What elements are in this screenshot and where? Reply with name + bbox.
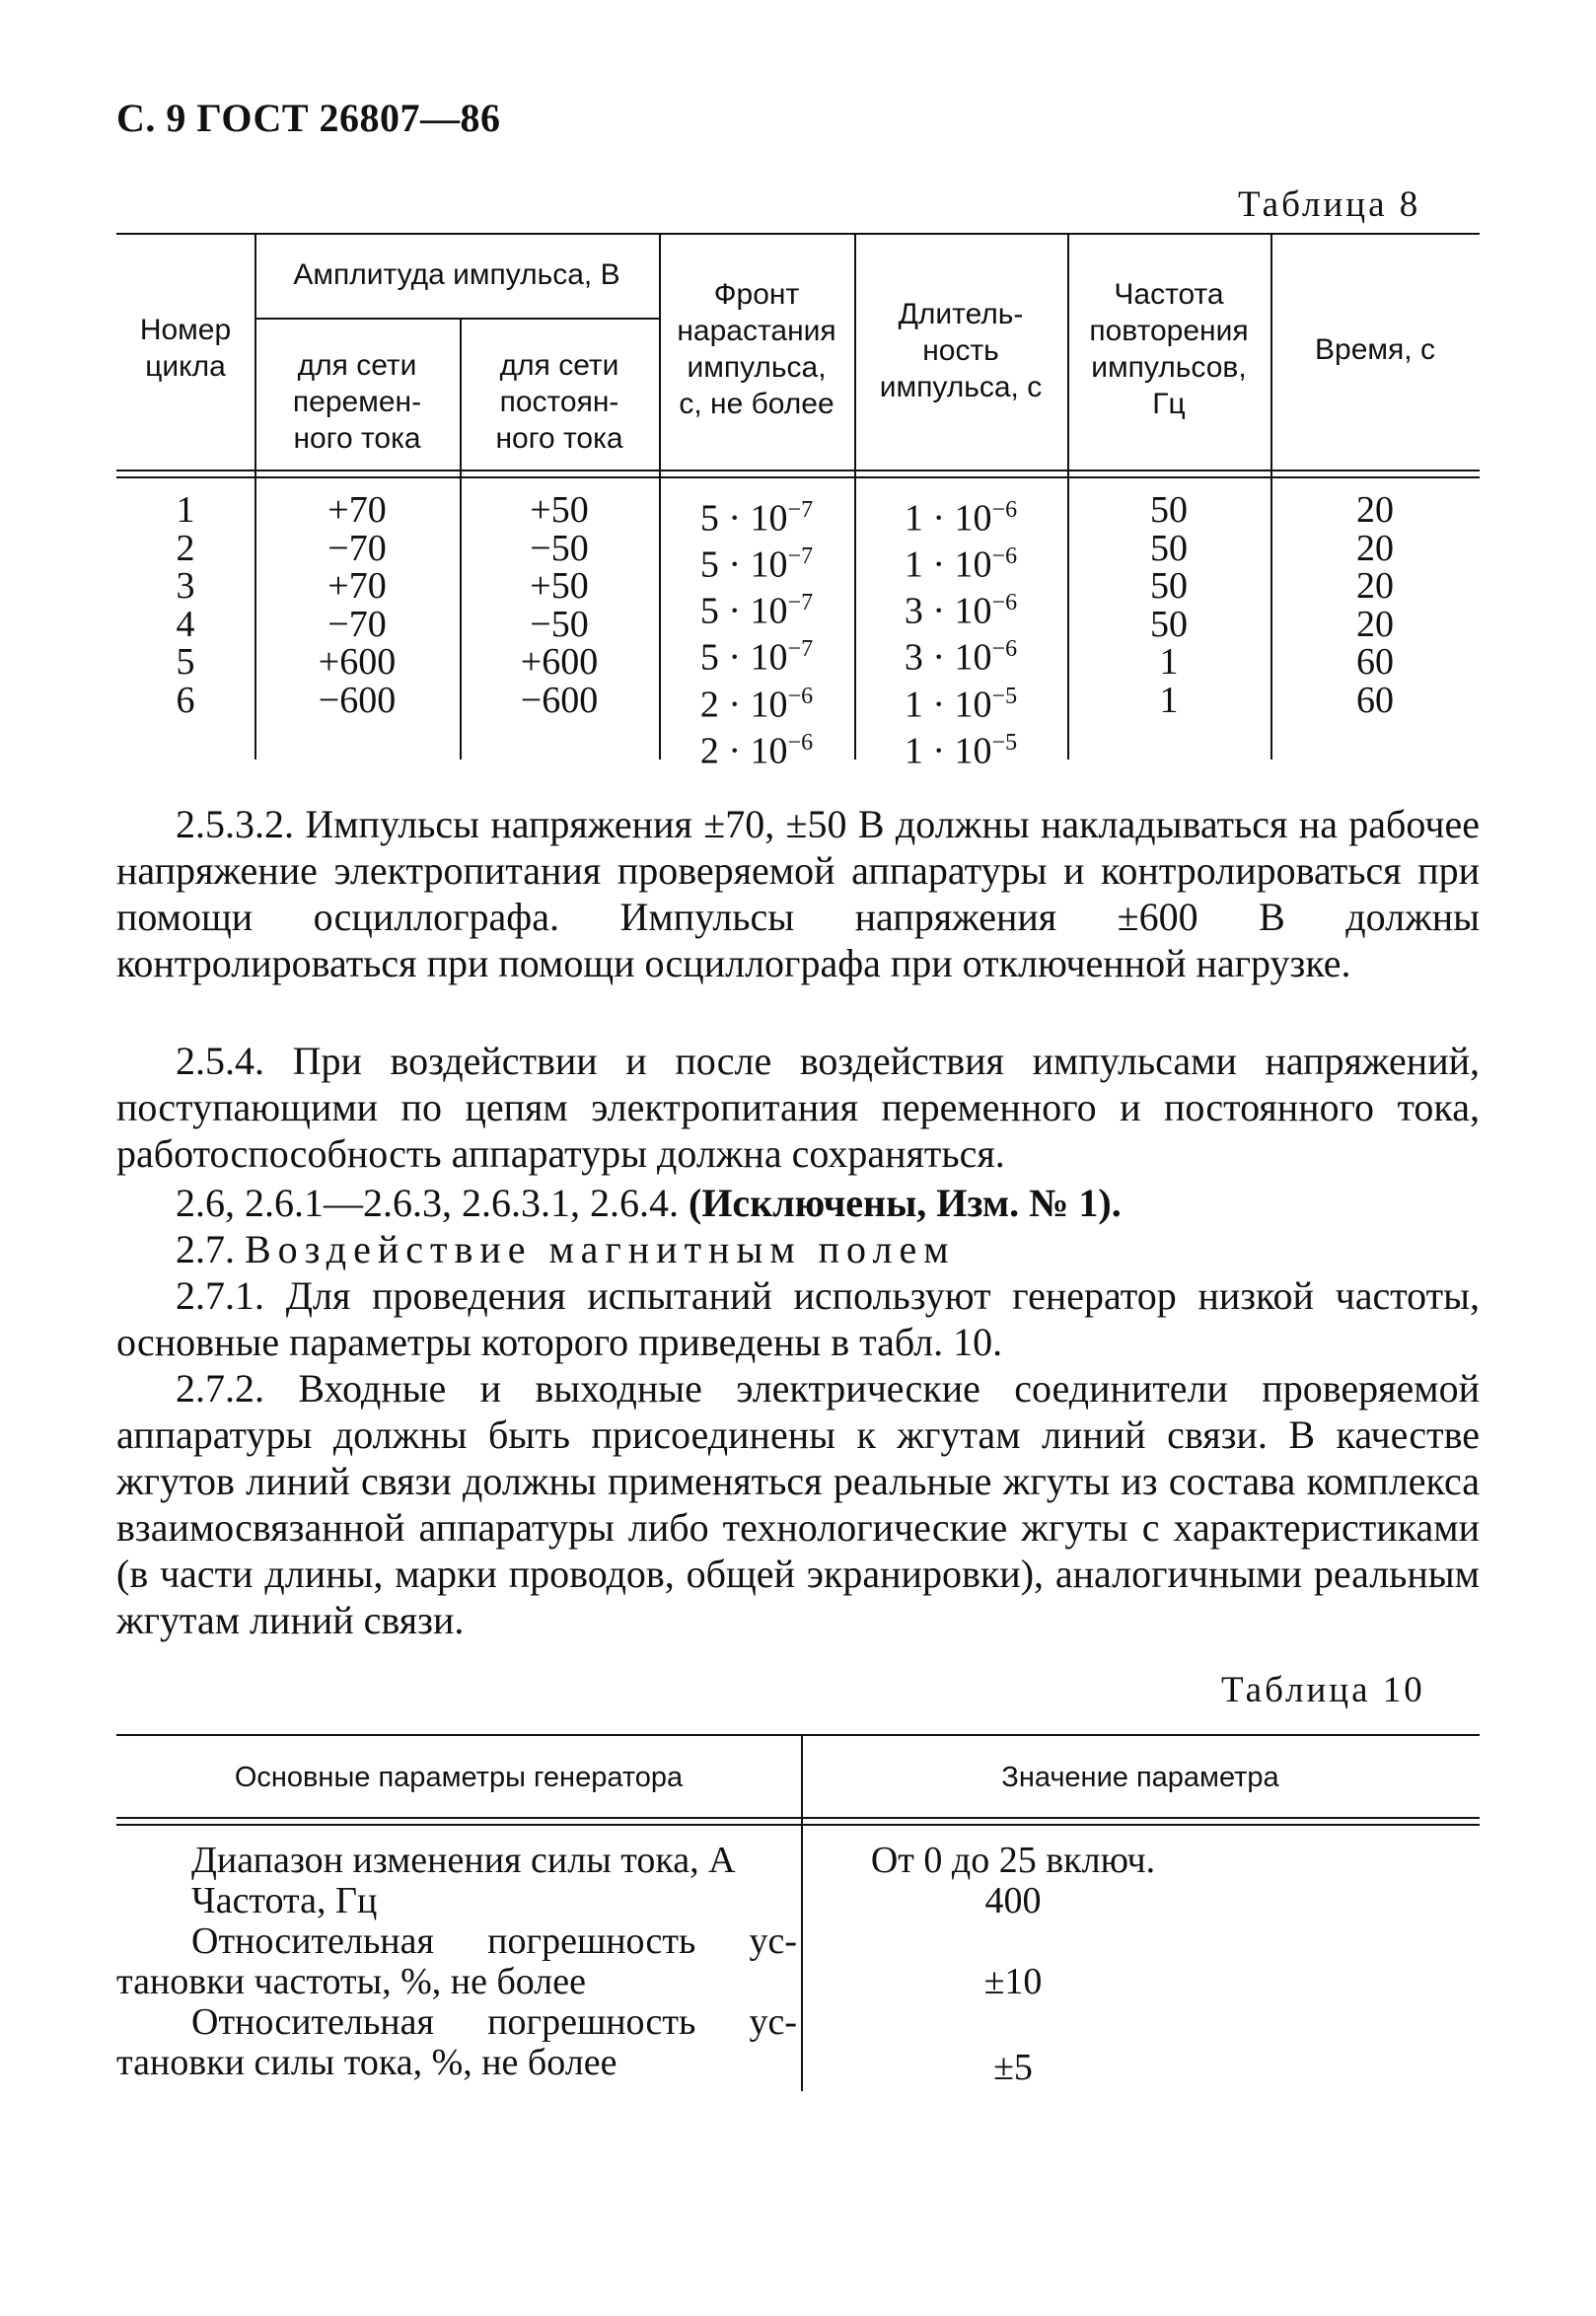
- paragraph-2-7-1: 2.7.1. Для проведения испытаний используют генератор низкой частоты, основные параметры которого приведены в табл. 10.: [116, 1273, 1480, 1364]
- table-cell: $5 \cdot 10^{-7}$: [699, 497, 814, 540]
- table-cell: $1 \cdot 10^{-6}$: [904, 543, 1018, 586]
- paragraph-2-5-3-2: 2.5.3.2. Импульсы напряжения ±70, ±50 В должны накладываться на рабочее напряжение электропитания проверяемой аппаратуры и контролироваться при помощи осциллографа. Импульсы напряжения ±600 В должны контролироваться при помощи осциллографа при отключенной нагрузке.: [116, 802, 1480, 985]
- table-cell: −70: [327, 527, 387, 569]
- table-8-header-rule-2: [116, 476, 1480, 478]
- table-cell: 50: [1150, 603, 1188, 645]
- table-row-current-error-value: ±5: [993, 2047, 1033, 2088]
- table-cell: $1 \cdot 10^{-5}$: [904, 683, 1018, 726]
- table-cell: $2 \cdot 10^{-6}$: [699, 683, 814, 726]
- table-cell: 3: [176, 565, 195, 607]
- table-cell: 1: [1159, 679, 1179, 721]
- header-cycle-number: Номер цикла: [139, 314, 232, 383]
- header-pulse-duration: Длитель- ность импульса, с: [879, 298, 1043, 403]
- table-row-current-error-label-l1: Относительная погрешность ус-: [191, 2001, 797, 2043]
- column-ac-amplitude: [254, 491, 460, 719]
- paragraph-2-7-2: 2.7.2. Входные и выходные электрические соединители проверяемой аппаратуры должны быть присоединены к жгутам линий связи. В качестве жгутов линий связи должны применяться реальные жгуты из состава комплекса взаимосвязанной аппаратуры либо технологические жгуты с характеристиками (в части длины, марки проводов, общей экранировки), аналогичными реальным жгутам линий связи.: [116, 1366, 1480, 1642]
- table-cell: +600: [318, 641, 397, 683]
- table-cell: $3 \cdot 10^{-6}$: [904, 590, 1018, 632]
- table-row-frequency-error-label-l1: Относительная погрешность ус-: [191, 1920, 797, 1962]
- table-cell: −50: [530, 527, 589, 569]
- column-pulse-duration: [854, 491, 1067, 770]
- table-10-top-rule: [116, 1734, 1480, 1736]
- table-8-caption: Таблица 8: [1238, 184, 1421, 225]
- column-rise-front: [659, 491, 854, 770]
- table-cell: 2: [176, 527, 195, 569]
- table-cell: $3 \cdot 10^{-6}$: [904, 636, 1018, 680]
- page-header: С. 9 ГОСТ 26807—86: [116, 96, 501, 140]
- table-cell: −50: [530, 603, 589, 645]
- table-cell: 50: [1150, 527, 1188, 569]
- header-ac-network: для сети перемен- ного тока: [292, 349, 422, 455]
- table-8-header-rule-1: [116, 470, 1480, 471]
- header-generator-parameters: Основные параметры генератора: [234, 1762, 684, 1793]
- table-cell: $5 \cdot 10^{-7}$: [699, 543, 814, 586]
- header-rise-front: Фронт нарастания импульса, с, не более: [677, 278, 836, 420]
- table-row-current-range-label: Диапазон изменения силы тока, А: [191, 1840, 736, 1881]
- table-cell: 1: [1159, 641, 1179, 683]
- table-cell: 60: [1356, 641, 1394, 683]
- column-cycle-number: [116, 491, 254, 719]
- paragraph-2-5-4: 2.5.4. При воздействии и после воздействия импульсами напряжений, поступающими по цепям электропитания переменного и постоянного тока, работоспособность аппаратуры должна сохраняться.: [116, 1039, 1480, 1176]
- table-10-header-rule-2: [116, 1824, 1480, 1826]
- table-row-frequency-value: 400: [984, 1880, 1042, 1921]
- table-cell: 20: [1356, 603, 1394, 645]
- header-amplitude: Амплитуда импульса, В: [293, 258, 620, 291]
- table-cell: +600: [520, 641, 599, 683]
- table-cell: −600: [520, 679, 599, 721]
- table-cell: $2 \cdot 10^{-6}$: [699, 729, 814, 772]
- table-row-frequency-error-label-l2: тановки частоты, %, не более: [116, 1961, 586, 2002]
- table-cell: 5: [176, 641, 195, 683]
- column-time: [1270, 491, 1480, 719]
- table-cell: 20: [1356, 565, 1394, 607]
- header-time: Время, с: [1315, 333, 1435, 366]
- table-8-amplitude-rule: [254, 318, 659, 320]
- table-row-frequency-error-value: ±10: [983, 1961, 1043, 2002]
- table-cell: $1 \cdot 10^{-5}$: [904, 729, 1018, 772]
- table-cell: 20: [1356, 527, 1394, 569]
- table-10-caption: Таблица 10: [1221, 1670, 1425, 1710]
- paragraph-2-6-excluded: 2.6, 2.6.1—2.6.3, 2.6.3.1, 2.6.4. (Исключены, Изм. № 1).: [176, 1181, 1122, 1225]
- column-repetition-frequency: [1067, 491, 1270, 719]
- table-cell: +70: [327, 489, 387, 531]
- table-8-top-rule: [116, 233, 1480, 235]
- table-cell: 60: [1356, 679, 1394, 721]
- table-cell: 20: [1356, 489, 1394, 531]
- table-cell: 4: [176, 603, 195, 645]
- header-repetition-frequency: Частота повторения импульсов, Гц: [1089, 278, 1249, 420]
- table-cell: +50: [530, 489, 589, 531]
- table-cell: +70: [327, 565, 387, 607]
- header-parameter-value: Значение параметра: [1001, 1762, 1279, 1793]
- table-cell: 50: [1150, 565, 1188, 607]
- table-10-header-rule-1: [116, 1817, 1480, 1819]
- section-2-7-heading: 2.7. Воздействие магнитным полем: [176, 1227, 956, 1271]
- table-row-current-range-value: От 0 до 25 включ.: [870, 1840, 1156, 1881]
- table-cell: −600: [318, 679, 397, 721]
- header-dc-network: для сети постоян- ного тока: [495, 349, 623, 455]
- table-cell: $5 \cdot 10^{-7}$: [699, 636, 814, 680]
- table-cell: −70: [327, 603, 387, 645]
- table-cell: 1: [176, 489, 195, 531]
- table-cell: $5 \cdot 10^{-7}$: [699, 590, 814, 632]
- table-row-current-error-label-l2: тановки силы тока, %, не более: [116, 2042, 617, 2083]
- table-row-frequency-label: Частота, Гц: [191, 1880, 378, 1921]
- table-cell: $1 \cdot 10^{-6}$: [904, 497, 1018, 540]
- table-cell: +50: [530, 565, 589, 607]
- table-cell: 6: [176, 679, 195, 721]
- table-cell: 50: [1150, 489, 1188, 531]
- column-dc-amplitude: [460, 491, 659, 719]
